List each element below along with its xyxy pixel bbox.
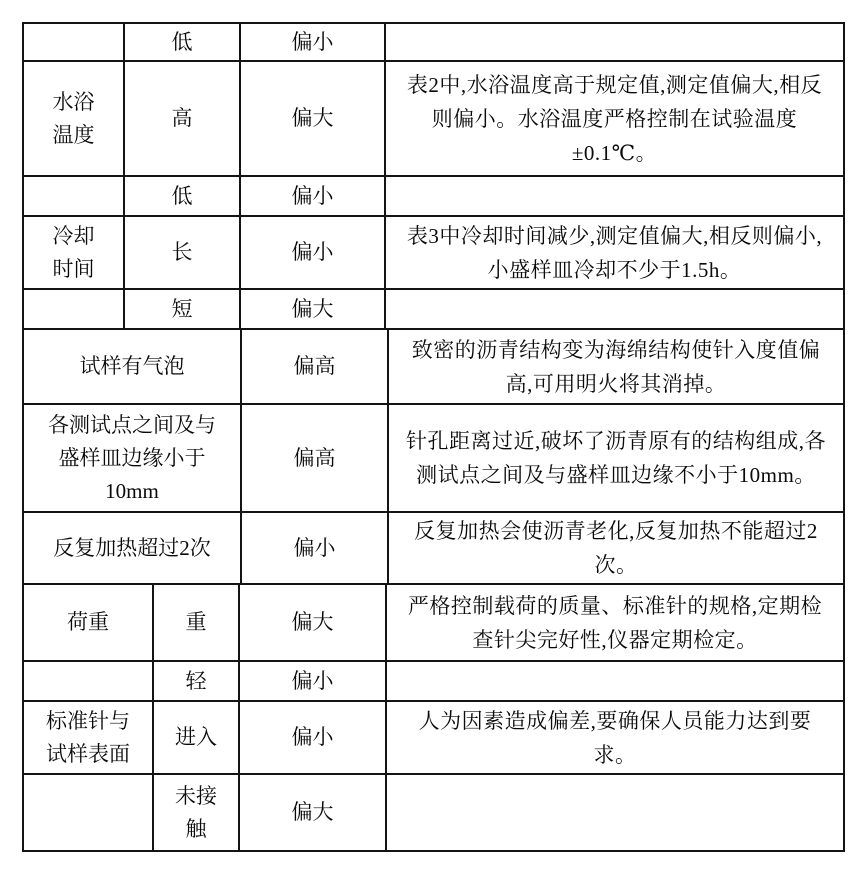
table-row: [24, 775, 843, 850]
effect-cell: 偏小: [241, 177, 386, 215]
factor-cell-merged: [24, 405, 242, 511]
effect-cell: 偏大: [241, 62, 386, 175]
factor-cell: [24, 217, 125, 288]
condition-label: 未接触: [175, 783, 217, 841]
effect-cell: 偏小: [241, 217, 386, 288]
explanation-cell: 针孔距离过近,破坏了沥青原有的结构组成,各测试点之间及与盛样皿边缘不小于10mm。: [406, 429, 826, 487]
effect-cell: 偏大: [240, 775, 387, 850]
explanation-cell: 反复加热会使沥青老化,反复加热不能超过2次。: [414, 519, 818, 577]
table-row: [24, 217, 843, 290]
factor-cell: [24, 177, 125, 215]
condition-cell: [154, 775, 240, 850]
effect-cell: 偏小: [241, 24, 386, 60]
table-row: [24, 585, 843, 662]
table-row: [24, 177, 843, 217]
explanation-cell: 表3中冷却时间减少,测定值偏大,相反则偏小,小盛样皿冷却不少于1.5h。: [406, 223, 823, 282]
penetration-test-factors-table: [22, 22, 845, 852]
explanation-cell: [386, 177, 843, 215]
explanation-cell: 表2中,水浴温度高于规定值,测定值偏大,相反则偏小。水浴温度严格控制在试验温度±0.1℃。: [406, 72, 823, 165]
factor-cell: 荷重: [24, 585, 154, 660]
table-row: [24, 330, 843, 405]
effect-cell: 偏高: [242, 330, 389, 403]
explanation-cell: [387, 662, 843, 700]
factor-label: 水浴温度: [52, 89, 95, 147]
explanation-cell: [387, 775, 843, 850]
table-row: [24, 290, 843, 330]
condition-cell: 重: [154, 585, 240, 660]
explanation-cell: 人为因素造成偏差,要确保人员能力达到要求。: [418, 708, 812, 767]
condition-cell: 高: [125, 62, 241, 175]
condition-cell: 进入: [154, 702, 240, 773]
explanation-cell: [386, 290, 843, 328]
condition-cell: 短: [125, 290, 241, 328]
factor-cell: [24, 290, 125, 328]
condition-cell: 低: [125, 24, 241, 60]
explanation-cell: 致密的沥青结构变为海绵结构使针入度值偏高,可用明火将其消掉。: [411, 337, 821, 396]
effect-cell: 偏大: [240, 585, 387, 660]
condition-cell: 长: [125, 217, 241, 288]
table-row: [24, 405, 843, 513]
explanation-cell: 严格控制载荷的质量、标准针的规格,定期检查针尖完好性,仪器定期检定。: [407, 593, 823, 652]
effect-cell: 偏小: [240, 702, 387, 773]
table-row: [24, 702, 843, 775]
factor-cell: [24, 62, 125, 175]
condition-cell: 低: [125, 177, 241, 215]
factor-label: 冷却时间: [52, 223, 95, 281]
factor-cell: [24, 775, 154, 850]
factor-cell: [24, 702, 154, 773]
factor-cell: [24, 662, 154, 700]
effect-cell: 偏小: [240, 662, 387, 700]
table-row: [24, 662, 843, 702]
condition-cell: 轻: [154, 662, 240, 700]
factor-cell-merged: 反复加热超过2次: [24, 513, 242, 583]
table-row: [24, 62, 843, 177]
effect-cell: 偏高: [242, 405, 389, 511]
effect-cell: 偏大: [241, 290, 386, 328]
factor-label: 标准针与试样表面: [45, 708, 130, 766]
table-row: [24, 24, 843, 62]
table-row: [24, 513, 843, 585]
factor-cell: [24, 24, 125, 60]
factor-cell-merged: 试样有气泡: [24, 330, 242, 403]
factor-label: 各测试点之间及与盛样皿边缘小于10mm: [47, 412, 216, 503]
effect-cell: 偏小: [242, 513, 389, 583]
explanation-cell: [386, 24, 843, 60]
